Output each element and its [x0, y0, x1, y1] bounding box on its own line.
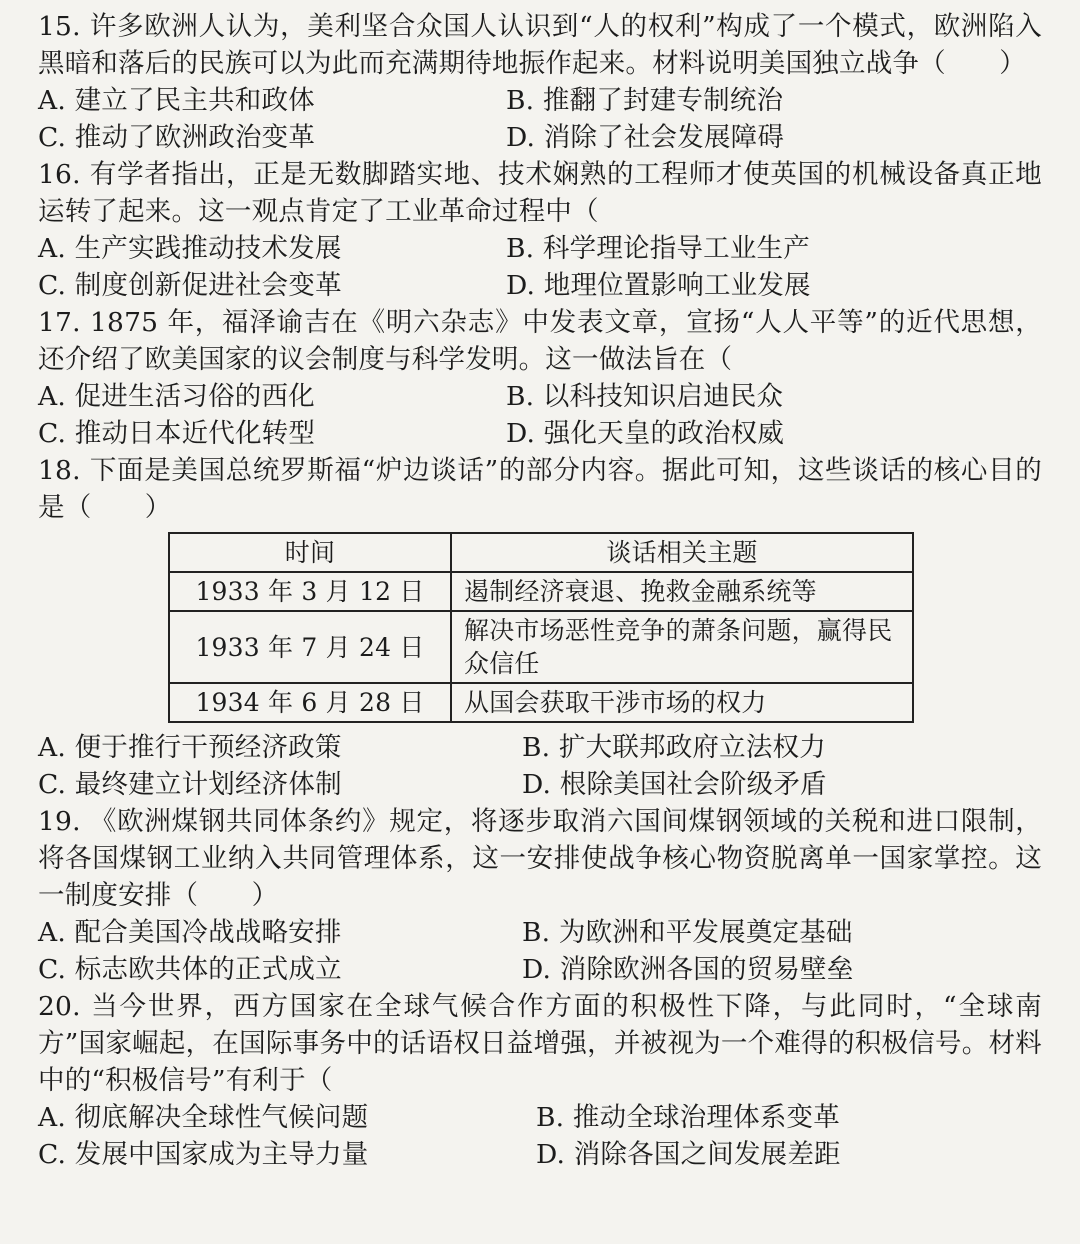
option-b: B. 推动全球治理体系变革 — [536, 1102, 840, 1133]
table-header-topic: 谈话相关主题 — [451, 533, 913, 572]
table-row — [169, 683, 913, 722]
option-c: C. 制度创新促进社会变革 — [38, 270, 342, 301]
option-b: B. 为欧洲和平发展奠定基础 — [522, 917, 853, 948]
question-stem: 16. 有学者指出，正是无数脚踏实地、技术娴熟的工程师才使英国的机械设备真正地运转了起来。这一观点肯定了工业革命过程中（ — [38, 159, 1042, 227]
question-20 — [38, 988, 1042, 1173]
question-18 — [38, 452, 1042, 803]
table-cell-topic: 遏制经济衰退、挽救金融系统等 — [451, 572, 913, 611]
options-grid — [38, 230, 1042, 304]
option-d: D. 消除欧洲各国的贸易壁垒 — [522, 954, 854, 985]
option-b: B. 推翻了封建专制统治 — [506, 85, 784, 116]
option-d: D. 强化天皇的政治权威 — [506, 418, 785, 449]
table-header-time: 时间 — [169, 533, 451, 572]
question-17 — [38, 304, 1042, 452]
option-c: C. 推动日本近代化转型 — [38, 418, 316, 449]
option-c: C. 最终建立计划经济体制 — [38, 769, 342, 800]
options-grid — [38, 729, 1042, 803]
option-c: C. 推动了欧洲政治变革 — [38, 122, 316, 153]
option-a: A. 配合美国冷战战略安排 — [38, 917, 342, 948]
table-row — [169, 572, 913, 611]
question-15 — [38, 8, 1042, 156]
option-d: D. 根除美国社会阶级矛盾 — [522, 769, 827, 800]
question-stem: 18. 下面是美国总统罗斯福“炉边谈话”的部分内容。据此可知，这些谈话的核心目的是（ ） — [38, 455, 1042, 523]
options-grid — [38, 378, 1042, 452]
question-19 — [38, 803, 1042, 988]
question-stem: 19. 《欧洲煤钢共同体条约》规定，将逐步取消六国间煤钢领域的关税和进口限制，将各国煤钢工业纳入共同管理体系，这一安排使战争核心物资脱离单一国家掌控。这一制度安排（ ） — [38, 806, 1042, 911]
option-b: B. 扩大联邦政府立法权力 — [522, 732, 826, 763]
option-c: C. 发展中国家成为主导力量 — [38, 1139, 369, 1170]
options-grid — [38, 914, 1042, 988]
option-a: A. 建立了民主共和政体 — [38, 85, 315, 116]
option-b: B. 科学理论指导工业生产 — [506, 233, 810, 264]
option-c: C. 标志欧共体的正式成立 — [38, 954, 342, 985]
option-a: A. 彻底解决全球性气候问题 — [38, 1102, 369, 1133]
question-stem: 20. 当今世界，西方国家在全球气候合作方面的积极性下降，与此同时，“全球南方”国家崛起，在国际事务中的话语权日益增强，并被视为一个难得的积极信号。材料中的“积极信号”有利于（ — [38, 991, 1042, 1096]
option-a: A. 便于推行干预经济政策 — [38, 732, 342, 763]
question-stem: 15. 许多欧洲人认为，美利坚合众国人认识到“人的权利”构成了一个模式，欧洲陷入黑暗和落后的民族可以为此而充满期待地振作起来。材料说明美国独立战争（ ） — [38, 11, 1042, 79]
fireside-chat-table — [168, 532, 914, 723]
options-grid — [38, 82, 1042, 156]
table-cell-date: 1934 年 6 月 28 日 — [169, 683, 451, 722]
question-stem: 17. 1875 年，福泽谕吉在《明六杂志》中发表文章，宣扬“人人平等”的近代思想，还介绍了欧美国家的议会制度与科学发明。这一做法旨在（ — [38, 307, 1042, 375]
option-b: B. 以科技知识启迪民众 — [506, 381, 784, 412]
table-cell-topic: 解决市场恶性竞争的萧条问题，赢得民众信任 — [451, 611, 913, 683]
table-cell-date: 1933 年 3 月 12 日 — [169, 572, 451, 611]
options-grid — [38, 1099, 1042, 1173]
option-a: A. 促进生活习俗的西化 — [38, 381, 315, 412]
question-16 — [38, 156, 1042, 304]
table-header-row — [169, 533, 913, 572]
option-d: D. 消除了社会发展障碍 — [506, 122, 785, 153]
table-cell-date: 1933 年 7 月 24 日 — [169, 611, 451, 683]
table-cell-topic: 从国会获取干涉市场的权力 — [451, 683, 913, 722]
table-row — [169, 611, 913, 683]
option-d: D. 地理位置影响工业发展 — [506, 270, 811, 301]
option-d: D. 消除各国之间发展差距 — [536, 1139, 841, 1170]
option-a: A. 生产实践推动技术发展 — [38, 233, 342, 264]
